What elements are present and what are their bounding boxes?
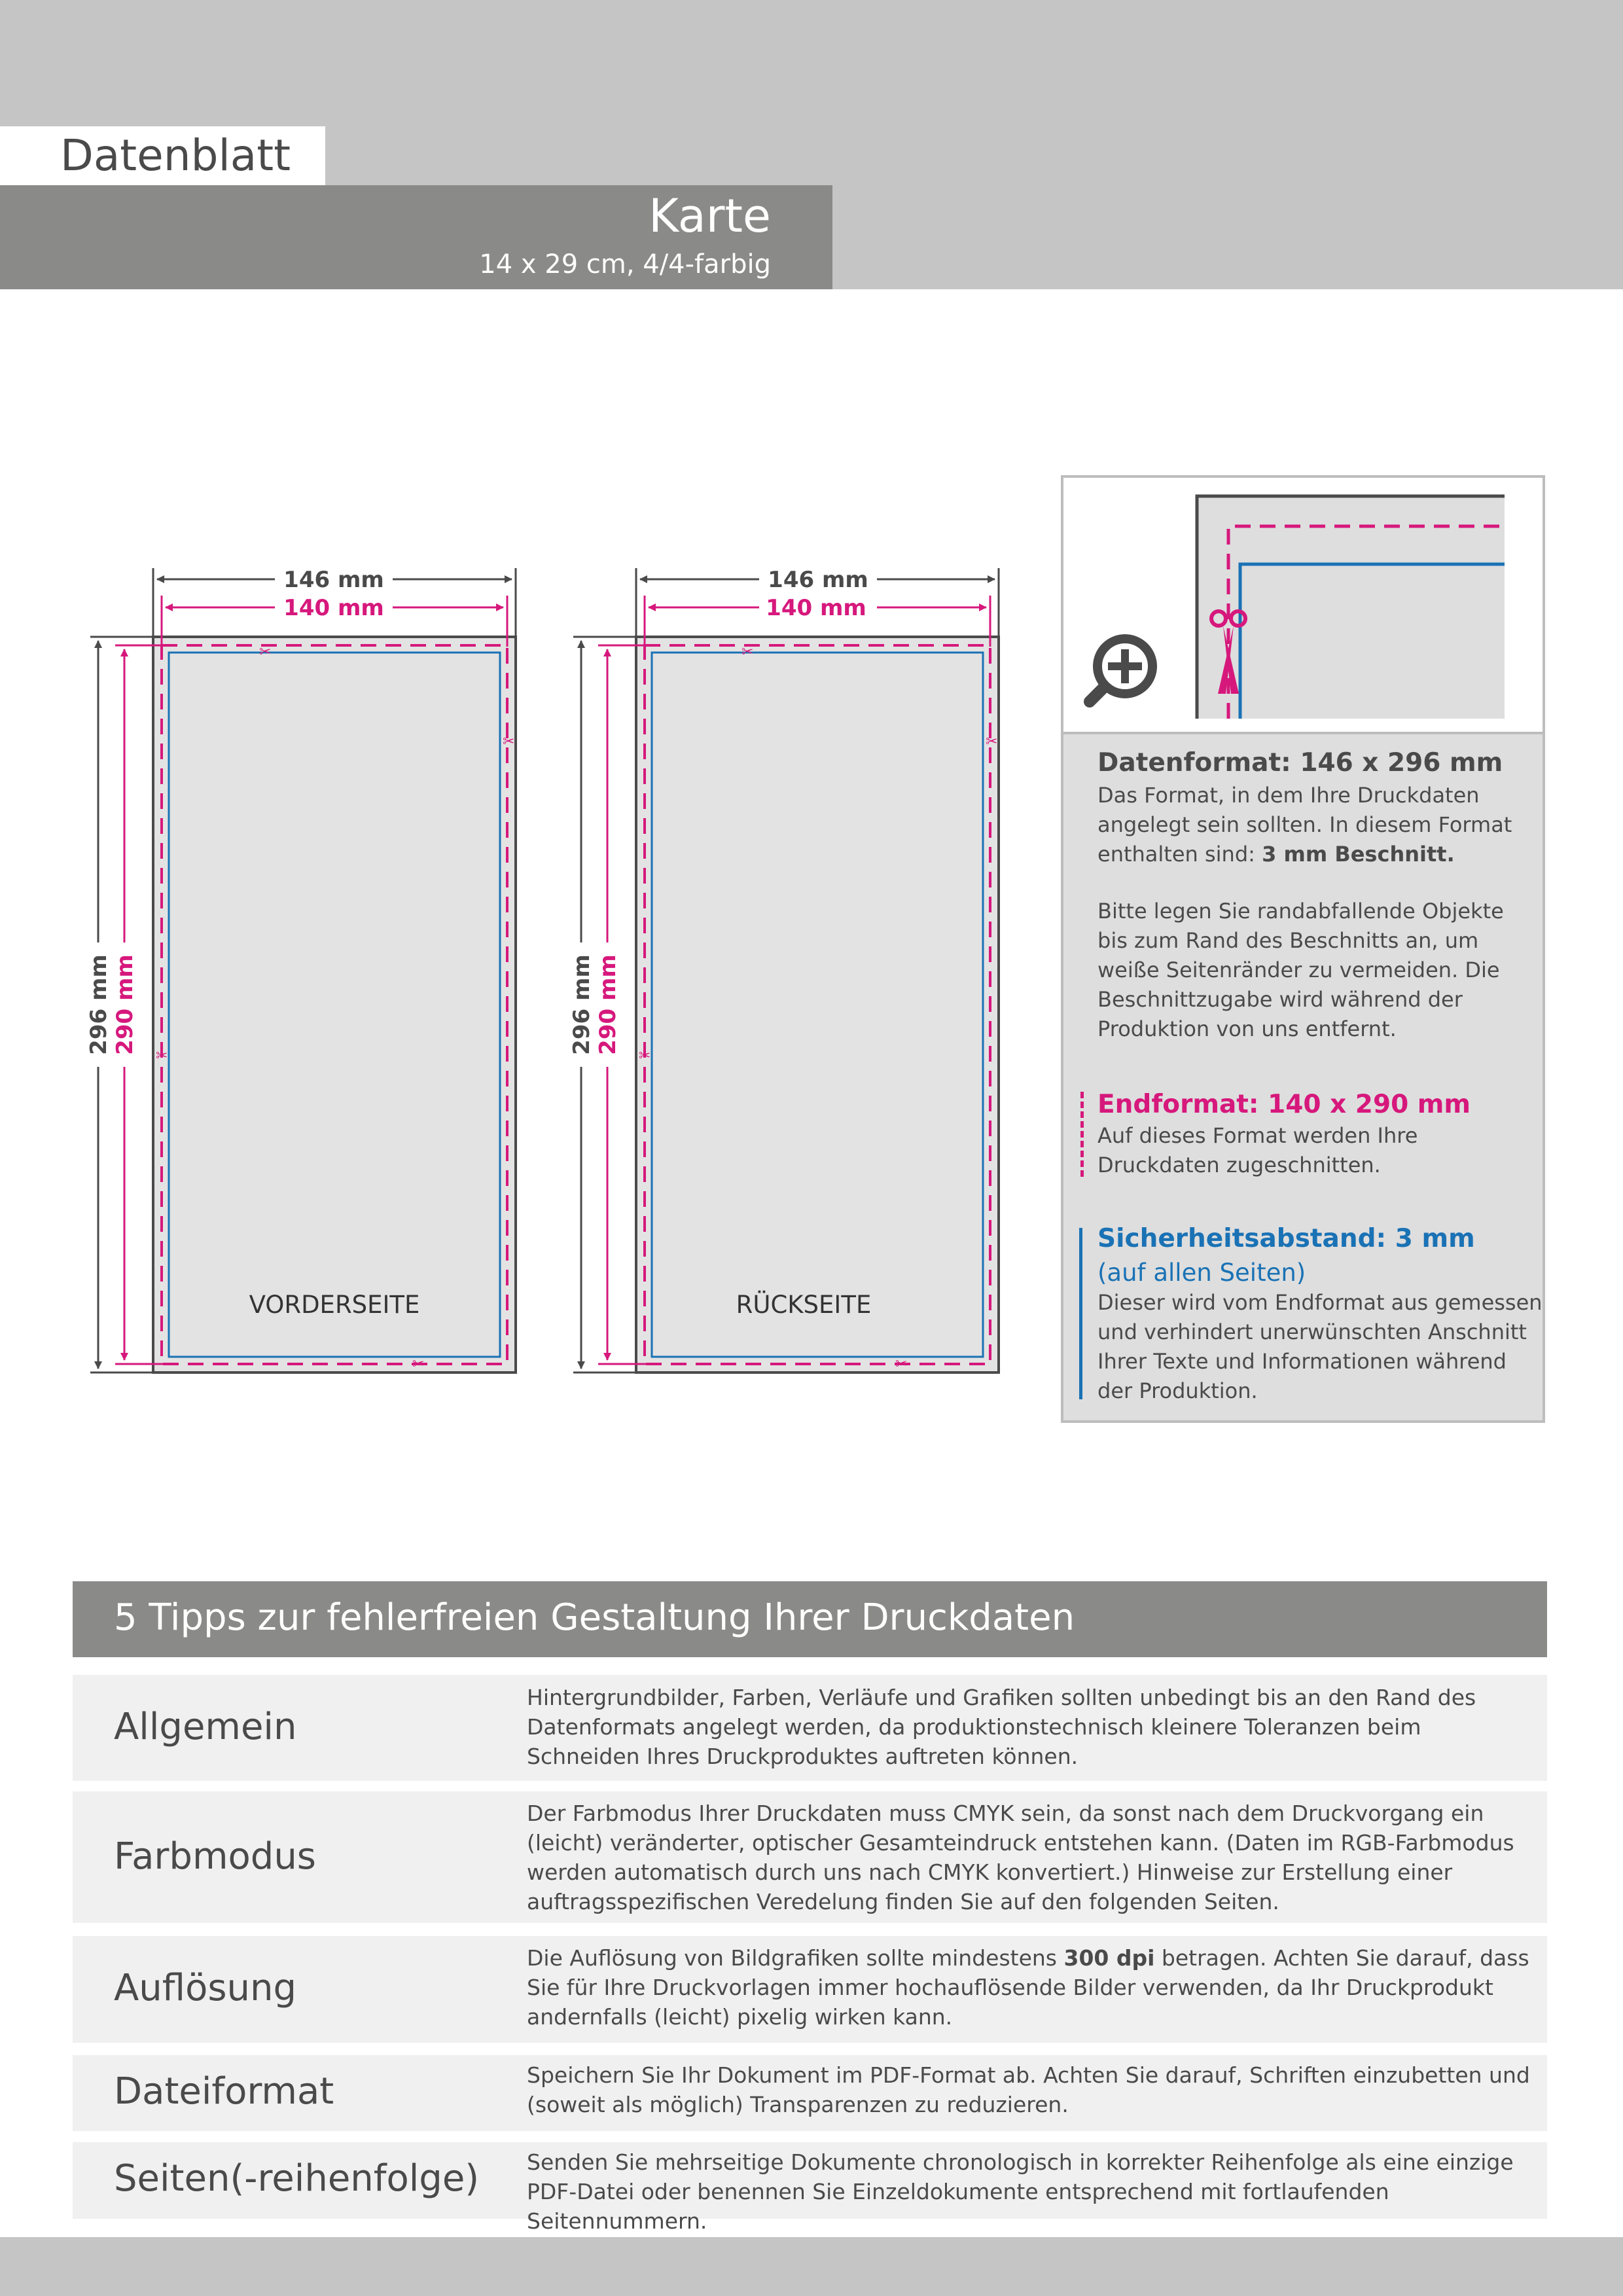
product-spec: 14 x 29 cm, 4/4-farbig: [479, 249, 771, 279]
zoom-detail: [1063, 478, 1543, 734]
tip-text: Hintergrundbilder, Farben, Verläufe und Grafiken sollten unbedingt bis an den Rand des Datenformats angelegt werden, da produktionstechnisch kleinere Toleranzen beim Schneiden Ihres Druckproduktes auftreten können.: [527, 1685, 1476, 1769]
back-diagram: [569, 567, 999, 1372]
tip-text-part: Die Auflösung von Bildgrafiken sollte mindestens: [527, 1945, 1064, 1971]
magnifier-plus-icon: [1090, 639, 1152, 702]
front-width-inner-label: 140 mm: [283, 595, 384, 621]
datenformat-text-part: Das Format, in dem Ihre Druckdaten angelegt sein sollten. In diesem Format enthalten sind:: [1097, 783, 1512, 867]
back-height-outer-label: 296 mm: [569, 954, 595, 1055]
tip-text-part: betragen. Achten Sie darauf, dass Sie für Ihre Druckvorlagen immer hochauflösende Bilder verwenden, da Ihr Druckprodukt andernfalls (leicht) pixelig wirken kann.: [527, 1945, 1529, 2030]
back-scissors-mark-left: ✂: [639, 1048, 651, 1064]
front-scissors-mark-bottom: ✂: [412, 1356, 425, 1372]
front-diagram: [86, 567, 516, 1372]
front-scissors-mark-right: ✂: [503, 734, 515, 750]
front-scissors-mark-top: ✂: [259, 644, 272, 660]
page-title: Datenblatt: [60, 130, 291, 181]
back-height-inner-label: 290 mm: [595, 954, 621, 1055]
endformat-marker: [1080, 1092, 1084, 1177]
datenformat-bleed-note: 3 mm Beschnitt.: [1262, 842, 1455, 867]
front-height-inner-label: 290 mm: [112, 954, 138, 1055]
product-name: Karte: [649, 189, 771, 243]
datenformat-note: Bitte legen Sie randabfallende Objekte bis zum Rand des Beschnitts an, um weiße Seitenränder zu vermeiden. Die Beschnittzugabe wird während der Produktion von uns entfernt.: [1097, 899, 1504, 1041]
tip-label: Seiten(-reihenfolge): [114, 2157, 480, 2200]
tip-label: Allgemein: [114, 1706, 297, 1748]
safe-area-marker: [1079, 1228, 1082, 1399]
back-side-label: RÜCKSEITE: [736, 1291, 872, 1319]
tip-text: [527, 1943, 1535, 2032]
datenformat-title: Datenformat: 146 x 296 mm: [1097, 748, 1503, 778]
endformat-text: Auf dieses Format werden Ihre Druckdaten zugeschnitten.: [1097, 1123, 1418, 1177]
endformat-title: Endformat: 140 x 290 mm: [1097, 1090, 1471, 1119]
front-height-outer-label: 296 mm: [86, 954, 112, 1055]
front-side-label: VORDERSEITE: [249, 1291, 420, 1319]
safe-area-subtitle: (auf allen Seiten): [1097, 1259, 1306, 1287]
back-scissors-mark-right: ✂: [986, 734, 998, 750]
tip-label: Farbmodus: [114, 1835, 316, 1878]
front-scissors-mark-left: ✂: [156, 1048, 168, 1064]
back-scissors-mark-bottom: ✂: [895, 1356, 908, 1372]
tips-title: 5 Tipps zur fehlerfreien Gestaltung Ihrer Druckdaten: [114, 1596, 1075, 1639]
tip-text: Senden Sie mehrseitige Dokumente chronologisch in korrekter Reihenfolge als eine einzige PDF-Datei oder benennen Sie Einzeldokumente entsprechend mit fortlaufenden Seitennummern.: [527, 2149, 1514, 2234]
footer-band: [0, 2237, 1623, 2296]
back-width-inner-label: 140 mm: [766, 595, 866, 621]
datenformat-text: [1097, 781, 1529, 869]
zoom-page-corner: [1197, 496, 1505, 719]
zoom-detail-graphic: [1063, 478, 1543, 732]
tip-text: Speichern Sie Ihr Dokument im PDF-Format ab. Achten Sie darauf, Schriften einzubetten und (soweit als möglich) Transparenzen zu reduzieren.: [527, 2062, 1530, 2117]
back-width-outer-label: 146 mm: [768, 567, 868, 593]
front-data-format: [153, 637, 516, 1372]
tip-text: Der Farbmodus Ihrer Druckdaten muss CMYK sein, da sonst nach dem Druckvorgang ein (leicht) veränderter, optischer Gesamteindruck entstehen kann. (Daten im RGB-Farbmodus werden automatisch durch uns nach CMYK konvertiert.) Hinweise zur Erstellung einer auftragsspezifischen Veredelung finden Sie auf den folgenden Seiten.: [527, 1801, 1514, 1914]
tip-label: Auflösung: [114, 1967, 297, 2009]
back-scissors-mark-top: ✂: [741, 644, 754, 660]
back-data-format: [636, 637, 999, 1372]
tip-text-emphasis: 300 dpi: [1063, 1945, 1155, 1971]
front-width-outer-label: 146 mm: [283, 567, 384, 593]
tip-label: Dateiformat: [114, 2070, 334, 2113]
safe-area-title: Sicherheitsabstand: 3 mm: [1097, 1224, 1475, 1253]
safe-area-text: Dieser wird vom Endformat aus gemessen und verhindert unerwünschten Anschnitt Ihrer Texte und Informationen während der Produktion.: [1097, 1290, 1543, 1403]
